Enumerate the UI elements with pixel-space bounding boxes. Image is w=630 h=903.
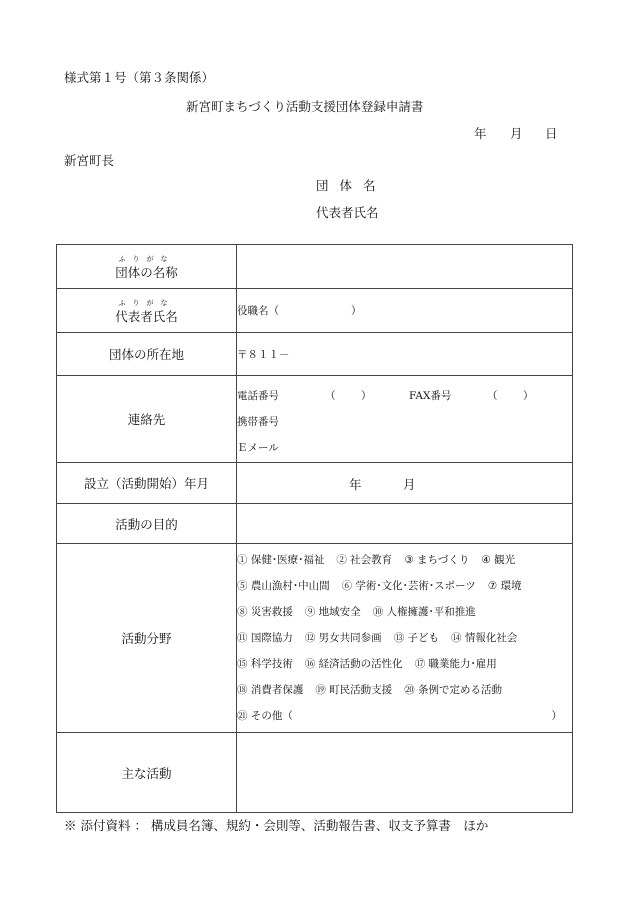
fax-paren-open: （	[487, 390, 498, 402]
group-name-field[interactable]	[237, 245, 573, 289]
applicant-org-label: 団体名	[316, 178, 387, 193]
established-month-label: 月	[403, 477, 416, 492]
addressee: 新宮町長	[64, 153, 115, 168]
activity-field-option[interactable]: ⑧ 災害救援	[237, 606, 293, 618]
activity-fields-line	[237, 599, 572, 625]
fax-paren-close: ）	[523, 390, 534, 402]
date-year-label: 年	[474, 126, 487, 141]
representative-label: 代表者氏名	[115, 308, 178, 324]
row-main-activities	[57, 733, 573, 813]
established-label: 設立（活動開始）年月	[57, 463, 237, 504]
activity-field-option[interactable]: ⑥ 学術･文化･芸術･スポーツ	[341, 580, 476, 592]
activity-field-option[interactable]: ⑳ 条例で定める活動	[404, 684, 503, 696]
other-close-paren: ）	[551, 710, 562, 722]
activity-fields-line	[237, 573, 572, 599]
purpose-label: 活動の目的	[57, 504, 237, 544]
phone-paren-close: ）	[361, 390, 372, 402]
phone-label: 電話番号	[237, 390, 279, 402]
activity-fields-line	[237, 547, 572, 573]
address-field[interactable]	[237, 333, 573, 376]
group-name-label: 団体の名称	[115, 264, 178, 280]
activity-field-option[interactable]: ⑯ 経済活動の活性化	[304, 658, 403, 670]
representative-field[interactable]	[237, 289, 573, 333]
activity-fields-field	[237, 544, 573, 733]
address-label: 団体の所在地	[57, 333, 237, 376]
activity-field-option[interactable]: ⑲ 町民活動支援	[315, 684, 393, 696]
contact-field[interactable]	[237, 376, 573, 463]
date-day-label: 日	[545, 126, 558, 141]
fax-label: FAX番号	[409, 390, 452, 402]
form-number: 様式第１号（第３条関係）	[64, 70, 215, 85]
activity-field-option[interactable]: ⑬ 子ども	[393, 632, 440, 644]
activity-field-option[interactable]: ① 保健･医療･福祉	[237, 554, 325, 566]
date-month-label: 月	[510, 126, 523, 141]
row-activity-fields	[57, 544, 573, 733]
mobile-label: 携帯番号	[237, 416, 279, 428]
applicant-rep-label: 代表者氏名	[316, 205, 379, 220]
document-title: 新宮町まちづくり活動支援団体登録申請書	[186, 99, 424, 114]
phone-paren-open: （	[325, 390, 336, 402]
activity-fields-label: 活動分野	[57, 544, 237, 733]
row-representative	[57, 289, 573, 333]
group-name-furigana: ふりがな	[118, 254, 175, 263]
registration-form-table	[56, 244, 573, 813]
activity-field-option[interactable]: ② 社会教育	[336, 554, 393, 566]
row-contact	[57, 376, 573, 463]
activity-fields-list	[237, 547, 572, 729]
row-address	[57, 333, 573, 376]
established-year-label: 年	[349, 477, 362, 492]
activity-field-option[interactable]: ④ 観光	[481, 554, 516, 566]
activity-field-option-other[interactable]: ㉑ その他（	[237, 710, 293, 722]
activity-field-option[interactable]: ③ まちづくり	[404, 554, 470, 566]
activity-field-option[interactable]: ⑫ 男女共同参画	[304, 632, 382, 644]
activity-fields-line	[237, 651, 572, 677]
attachments-footnote: ※ 添付資料 ： 構成員名簿、規約・会則等、活動報告書、収支予算書 ほか	[64, 818, 489, 833]
activity-fields-line	[237, 625, 572, 651]
main-activities-label: 主な活動	[57, 733, 237, 813]
activity-field-option[interactable]: ⑦ 環境	[487, 580, 522, 592]
group-name-label-cell	[57, 245, 237, 289]
position-title-label: 役職名（	[237, 305, 279, 317]
representative-label-cell	[57, 289, 237, 333]
activity-field-option[interactable]: ⑮ 科学技術	[237, 658, 293, 670]
contact-label: 連絡先	[57, 376, 237, 463]
activity-field-option[interactable]: ⑪ 国際協力	[237, 632, 293, 644]
position-title-close: ）	[351, 305, 362, 317]
main-activities-field[interactable]	[237, 733, 573, 813]
activity-field-option[interactable]: ⑩ 人権擁護･平和推進	[372, 606, 476, 618]
activity-field-option[interactable]: ⑭ 情報化社会	[451, 632, 518, 644]
postal-code-prefix: 〒８１１－	[237, 348, 290, 361]
activity-field-option[interactable]: ⑤ 農山漁村･中山間	[237, 580, 330, 592]
email-label: Ｅメール	[237, 442, 279, 454]
row-purpose	[57, 504, 573, 544]
activity-field-option[interactable]: ⑰ 職業能力･雇用	[414, 658, 497, 670]
activity-fields-line	[237, 703, 572, 729]
activity-field-option[interactable]: ⑱ 消費者保護	[237, 684, 304, 696]
row-group-name	[57, 245, 573, 289]
established-field[interactable]	[237, 463, 573, 504]
activity-field-option[interactable]: ⑨ 地域安全	[304, 606, 361, 618]
purpose-field[interactable]	[237, 504, 573, 544]
activity-fields-line	[237, 677, 572, 703]
representative-furigana: ふりがな	[118, 298, 175, 307]
row-established	[57, 463, 573, 504]
